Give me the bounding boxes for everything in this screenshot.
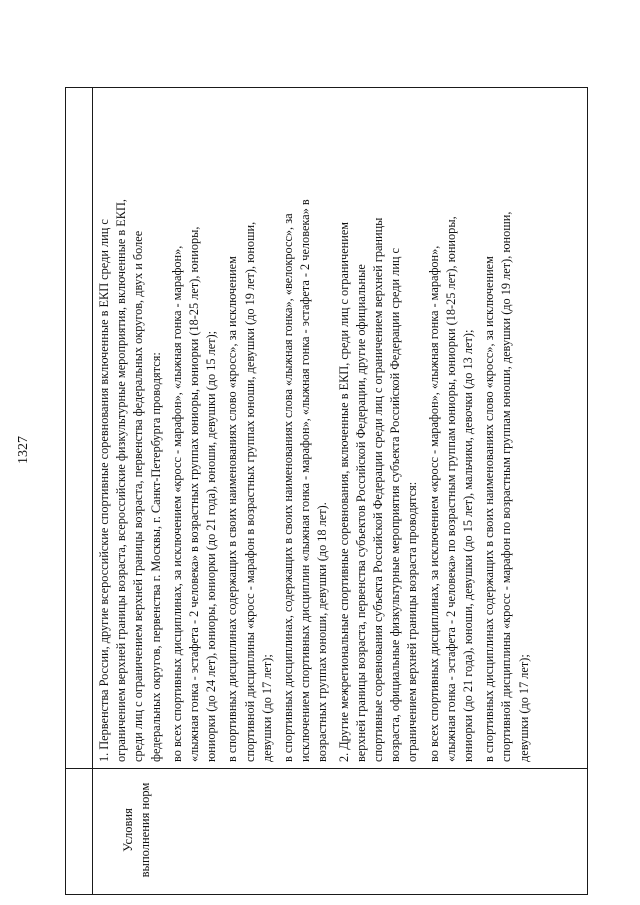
content-column [96, 94, 583, 762]
text-line: «лыжная гонка - эстафета - 2 человека» в возрастных группах юниоры, юниорки (18-25 лет), юниоры, [187, 226, 202, 762]
table-header-row [66, 88, 93, 894]
text-line: спортивной дисциплины «кросс - марафон по возрастным группам юноши, девушки (до 19 лет), юноши, [499, 211, 514, 762]
text-line: ограничением верхней границы возраста проводятся: [405, 481, 420, 762]
text-line: юниорки (до 21 года), юноши, девушки (до 15 лет), мальчики, девочки (до 13 лет); [461, 329, 476, 762]
text-line: девушки (до 17 лет); [516, 654, 531, 762]
paragraph-2 [169, 94, 221, 762]
text-line: 1. Первенства России, другие всероссийские спортивные соревнования включенные в ЕКП среди лиц с [97, 219, 111, 762]
text-line: во всех спортивных дисциплинах, за исключением «кросс - марафон», «лыжная гонка - марафон», [169, 245, 184, 762]
paragraph-5 [336, 94, 422, 762]
paragraph-3 [224, 94, 276, 762]
label-column [92, 768, 587, 894]
text-line: в спортивных дисциплинах, содержащих в своих наименованиях слова «лыжная гонка», «велокросс», за [281, 213, 296, 762]
row-label: Условия выполнения норм [121, 782, 152, 878]
page-number: 1327 [16, 436, 31, 464]
text-line: возрастных группах юноши, девушки (до 18 лет). [315, 502, 330, 762]
text-line: во всех спортивных дисциплинах, за исключением «кросс - марафон», «лыжная гонка - марафон», [426, 245, 441, 762]
text-line: верхней границы возраста, первенства субъектов Российской Федерации, другие официальные [353, 264, 368, 762]
text-line: в спортивных дисциплинах содержащих в своих наименованиях слово «кросс», за исключением [225, 256, 240, 762]
conditions-table [65, 87, 588, 895]
text-line: юниорки (до 24 лет), юниоры, юниорки (до 21 года), юноши, девушки (до 15 лет); [204, 330, 219, 762]
header-column-divider [66, 768, 92, 769]
text-line: спортивные соревнования субъекта Российской Федерации среди лиц с ограничением верхней границы [371, 217, 386, 762]
text-line: возраста, официальные физкультурные мероприятия субъекта Российской Федерации среди лиц с [388, 247, 403, 762]
text-line: федеральных округов, первенства г. Москвы, г. Санкт-Петербурга проводятся: [148, 352, 163, 762]
text-line: 2. Другие межрегиональные спортивные соревнования, включенные в ЕКП, среди лиц с ограничением [336, 221, 351, 762]
paragraph-6 [426, 94, 478, 762]
paragraph-7 [481, 94, 533, 762]
paragraph-4 [280, 94, 332, 762]
text-line: девушки (до 17 лет); [259, 654, 274, 762]
text-line: «лыжная гонка - эстафета - 2 человека» по возрастным группам юниоры, юниорки (18-25 лет), юниоры, [443, 216, 458, 762]
text-line: исключением спортивных дисциплин «лыжная гонка - марафон», «лыжная гонка - эстафета - 2 человека» в [298, 199, 313, 762]
text-line: в спортивных дисциплинах содержащих в своих наименованиях слово «кросс», за исключением [482, 256, 497, 762]
text-line: среди лиц с ограничением верхней границы возраста, первенства федеральных округов, двух и более [131, 230, 146, 762]
paragraph-1 [96, 94, 165, 762]
text-line: ограничением верхней границы возраста, всероссийские физкультурные мероприятия, включенные в ЕКП, [114, 199, 129, 762]
text-line: спортивной дисциплины «кросс - марафон в возрастных группах юноши, девушки (до 19 лет), юноши, [242, 221, 257, 762]
